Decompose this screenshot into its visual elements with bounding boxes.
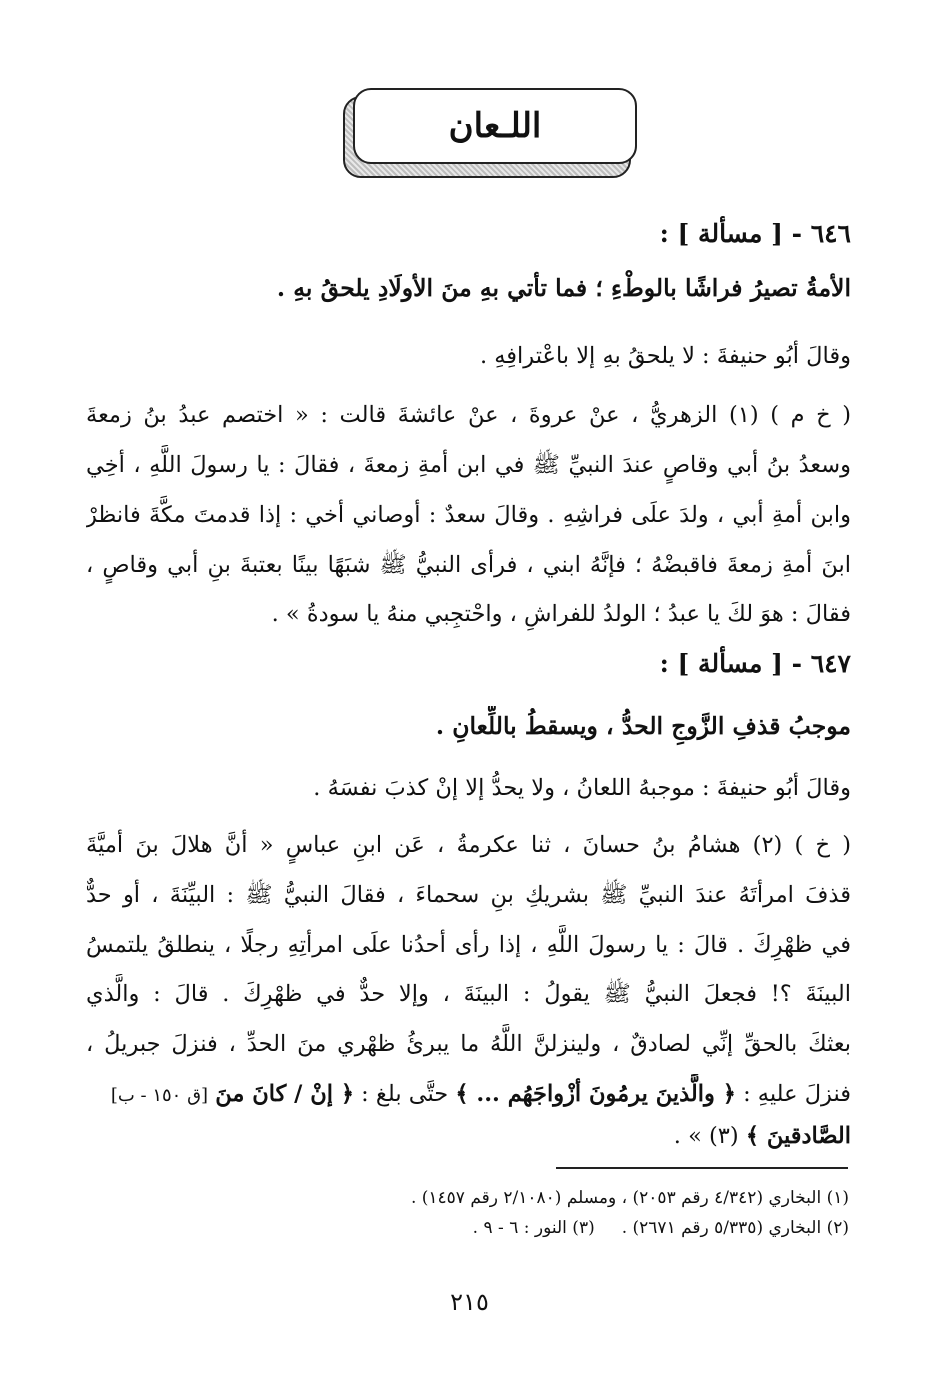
- footnote: (١) البخاري (٤/٣٤٢ رقم ٢٠٥٣) ، ومسلم (٢/١٠٨٠ رقم ١٤٥٧) .: [410, 1188, 849, 1208]
- hadith-647-line: ( خ ) (٢) هشامُ بنُ حسانَ ، ثنا عكرمةُ ، عَن ابنِ عباسٍ « أنَّ هلالَ بنَ أميَّةَ: [86, 832, 851, 858]
- issue-646-hanafi-view: وقالَ أبُو حنيفةَ : لا يلحقُ بهِ إلا باعْترافِهِ .: [479, 343, 851, 369]
- quran-quote: ﴿ إنْ / كانَ منَ: [215, 1081, 354, 1107]
- chapter-title-frame: [343, 88, 637, 176]
- footnote: (٢) البخاري (٥/٣٣٥ رقم ٢٦٧١) . (٣) النور : ٦ - ٩ .: [472, 1218, 849, 1238]
- hadith-646-line: وسعدُ بنُ أبي وقاصٍ عندَ النبيِّ ﷺ في ابن أمةِ زمعةَ ، فقالَ : يا رسولَ اللَّهِ ، أخِي: [86, 452, 851, 478]
- quran-quote: الصَّادقينَ ﴾: [745, 1123, 851, 1149]
- issue-647-statement: موجبُ قذفِ الزَّوجِ الحدُّ ، ويسقطُ باللِّعانِ .: [435, 712, 851, 740]
- manuscript-folio-ref: [ق ١٥٠ - ب]: [110, 1085, 209, 1106]
- hadith-647-quran-line: [20, 1074, 851, 1116]
- hadith-646-line: فقالَ : هوَ لكَ يا عبدُ ؛ الولدُ للفراشِ ، واحْتجِبي منهُ يا سودةُ » .: [271, 601, 851, 627]
- hadith-646-line: وابن أمةِ أبي ، ولدَ علَى فراشِهِ . وقالَ سعدٌ : أوصاني أخي : إذا قدمتَ مكَّةَ فانظرْ: [86, 502, 851, 528]
- hadith-647-line: البينَةَ ؟! فجعلَ النبيُّ ﷺ يقولُ : البينَةَ ، وإلا حدٌّ في ظهْرِكَ . قالَ : والَّذي: [86, 981, 851, 1007]
- hadith-647-closing-line: [86, 1116, 851, 1156]
- chapter-title: اللـعان: [353, 88, 637, 164]
- hadith-647-text: حتَّى بلغ :: [361, 1081, 449, 1107]
- issue-646-heading: ٦٤٦ - [ مسألة ] :: [659, 219, 851, 248]
- issue-646-statement: الأمةُ تصيرُ فراشًا بالوطْءِ ؛ فما تأتي بهِ منَ الأولَادِ يلحقُ بهِ .: [276, 274, 851, 302]
- hadith-646-line: ( خ م ) (١) الزهريُّ ، عنْ عروةَ ، عنْ عائشةَ قالت : « اختصم عبدُ بنُ زمعةَ: [86, 402, 851, 428]
- issue-647-heading: ٦٤٧ - [ مسألة ] :: [659, 649, 851, 678]
- hadith-647-line: قذفَ امرأتَهُ عندَ النبيِّ ﷺ بشريكِ بنِ سحماءَ ، فقالَ النبيُّ ﷺ : البيِّنَةَ ، أو حدٌّ: [86, 882, 851, 908]
- quran-quote: ﴿ والَّذينَ يرمُونَ أزْواجَهُم ... ﴾: [455, 1081, 736, 1107]
- hadith-647-text: (٣) » .: [673, 1123, 739, 1149]
- hadith-646-line: ابنَ أمةِ زمعةَ فاقبضْهُ ؛ فإنَّهُ ابني ، فرأى النبيُّ ﷺ شبَهًا بينًا بعتبةَ بنِ أبي وقاصٍ ،: [86, 552, 851, 578]
- footnote-separator: [556, 1167, 848, 1169]
- hadith-647-line: في ظهْرِكَ . قالَ : يا رسولَ اللَّهِ ، إذا رأى أحدُنا علَى امرأتِهِ رجلًا ، ينطلقُ يلتمسُ: [86, 932, 851, 958]
- issue-647-hanafi-view: وقالَ أبُو حنيفةَ : موجبهُ اللعانُ ، ولا يحدُّ إلا إنْ كذبَ نفسَهُ .: [313, 775, 851, 801]
- hadith-647-line: بعثكَ بالحقِّ إنِّي لصادقٌ ، ولينزلنَّ اللَّهُ ما يبرئُ ظهْري منَ الحدِّ ، فنزلَ جبريلُ ،: [86, 1031, 851, 1057]
- page-number: ٢١٥: [450, 1288, 489, 1316]
- hadith-647-text: فنزلَ عليهِ :: [743, 1081, 851, 1107]
